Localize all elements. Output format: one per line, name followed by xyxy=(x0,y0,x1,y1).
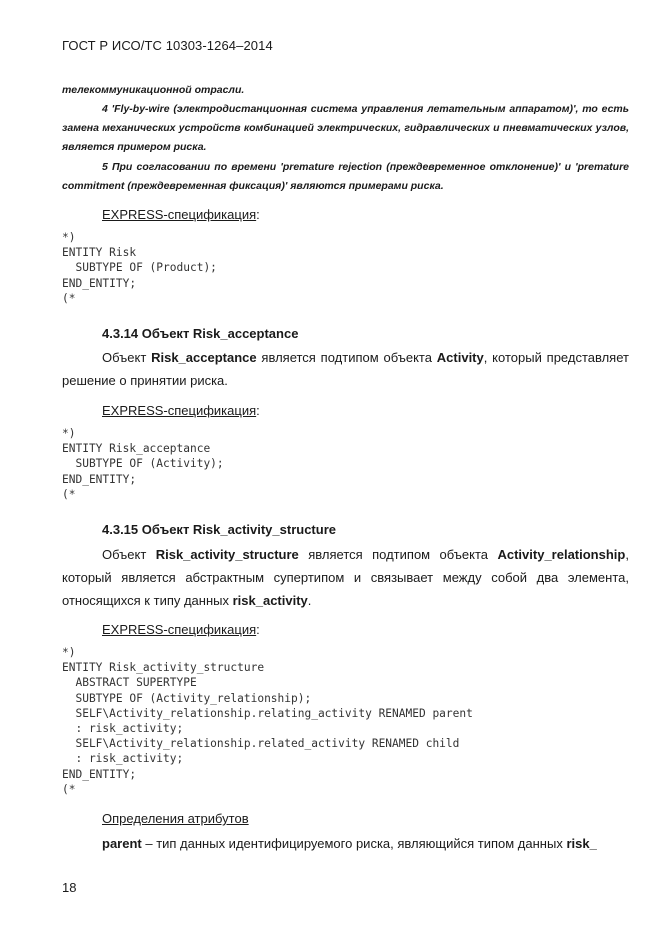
note-continuation: телекоммуникационной отрасли. xyxy=(62,84,245,96)
paragraph-risk-activity-structure: Объект Risk_activity_structure является подтипом объекта Activity_relationship, который является абстрактным супертипом и связывает между собой два элемента, относящихся к типу данных risk_activity. xyxy=(62,547,629,608)
section-title-risk-acceptance: 4.3.14 Объект Risk_acceptance xyxy=(102,326,299,341)
note-4: 4 'Fly-by-wire (электродистанционная система управления летательным аппаратом)', то есть замена механических устройств комбинацией электрических, гидравлических и пневматических узлов, является примером риска. xyxy=(62,103,629,153)
paragraph-risk-acceptance: Объект Risk_acceptance является подтипом объекта Activity, который представляет решение о принятии риска. xyxy=(62,350,629,388)
express-spec-label-1: EXPRESS-спецификация: xyxy=(102,207,260,222)
attribute-definitions-heading: Определения атрибутов xyxy=(102,811,249,826)
code-block-risk-acceptance: *) ENTITY Risk_acceptance SUBTYPE OF (Activity); END_ENTITY; (* xyxy=(62,427,224,501)
note-5: 5 При согласовании по времени 'premature rejection (преждевременное отклонение)' и 'premature commitment (преждевременная фиксация)' являются примерами риска. xyxy=(62,161,629,192)
section-title-risk-activity-structure: 4.3.15 Объект Risk_activity_structure xyxy=(102,522,336,537)
page-header: ГОСТ Р ИСО/ТС 10303-1264–2014 xyxy=(62,38,273,53)
express-spec-label-2: EXPRESS-спецификация: xyxy=(102,403,260,418)
code-block-risk-activity-structure: *) ENTITY Risk_activity_structure ABSTRACT SUPERTYPE SUBTYPE OF (Activity_relationship); SELF\Activity_relationship.relating_activity RENAMED parent : risk_activity; SELF\Activity_relationship.related_activity RENAMED child : risk_activity; END_ENTITY; (* xyxy=(62,646,473,796)
express-spec-label-3: EXPRESS-спецификация: xyxy=(102,622,260,637)
page-number: 18 xyxy=(62,880,77,895)
paragraph-attribute-parent: parent – тип данных идентифицируемого риска, являющийся типом данных risk_ xyxy=(102,836,597,851)
code-block-risk: *) ENTITY Risk SUBTYPE OF (Product); END_ENTITY; (* xyxy=(62,231,217,305)
